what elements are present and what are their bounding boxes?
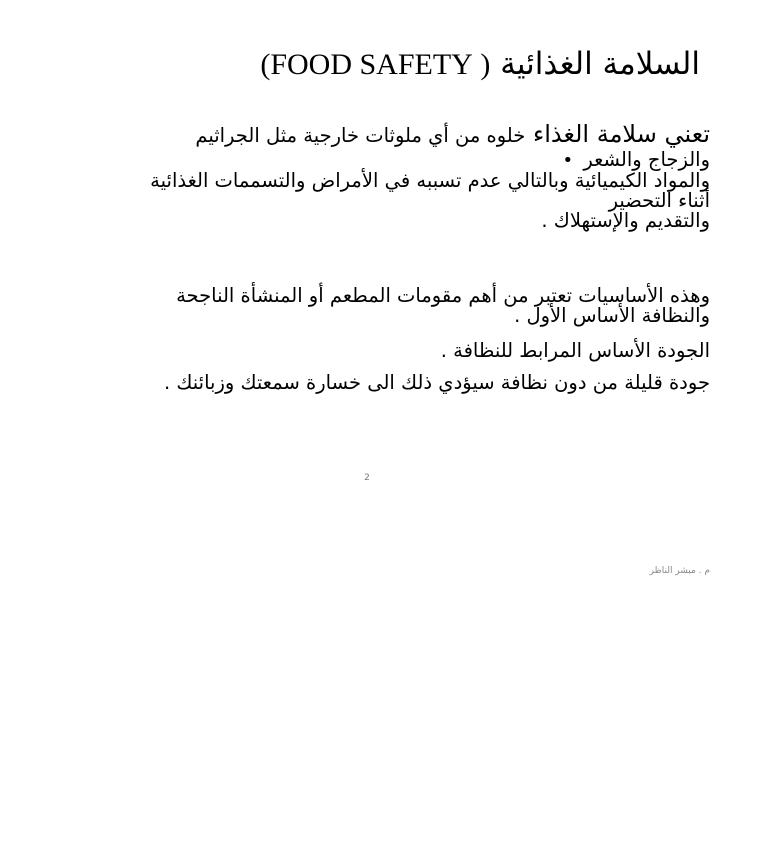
- definition-line-5: والتقديم والإستهلاك .: [541, 209, 710, 232]
- basics-line-1: وهذه الأساسيات تعتبر من أهم مقومات المطعم أو المنشأة الناجحة: [176, 284, 710, 307]
- definition-line-3: والمواد الكيميائية وبالتالي عدم تسببه في الأمراض والتسممات الغذائية: [150, 169, 710, 192]
- title-english: ( FOOD SAFETY): [260, 48, 491, 81]
- basics-line-2: والنظافة الأساس الأول .: [514, 304, 710, 327]
- definition-line-2-text: والزجاج والشعر: [583, 148, 710, 171]
- page-title: [80, 42, 700, 87]
- basics-paragraph: [70, 286, 710, 326]
- title-arabic: السلامة الغذائية: [500, 46, 700, 82]
- quality-sentence: الجودة الأساس المرابط للنظافة .: [440, 339, 710, 362]
- warning-sentence: جودة قليلة من دون نظافة سيؤدي ذلك الى خسارة سمعتك وزبائنك .: [163, 371, 710, 394]
- definition-lead-line: [70, 120, 710, 150]
- bullet-icon: •: [562, 150, 574, 171]
- definition-line-2: [70, 150, 710, 171]
- author-credit: م . مبشر الناظر: [649, 566, 710, 576]
- page-number: 2: [364, 473, 370, 483]
- definition-lead-rest: خلوه من أي ملوثات خارجية مثل الجراثيم: [195, 124, 526, 147]
- definition-lead-bold: تعني سلامة الغذاء: [532, 120, 710, 148]
- definition-line-4: أثناء التحضير: [608, 189, 710, 212]
- definition-paragraph: [70, 120, 710, 231]
